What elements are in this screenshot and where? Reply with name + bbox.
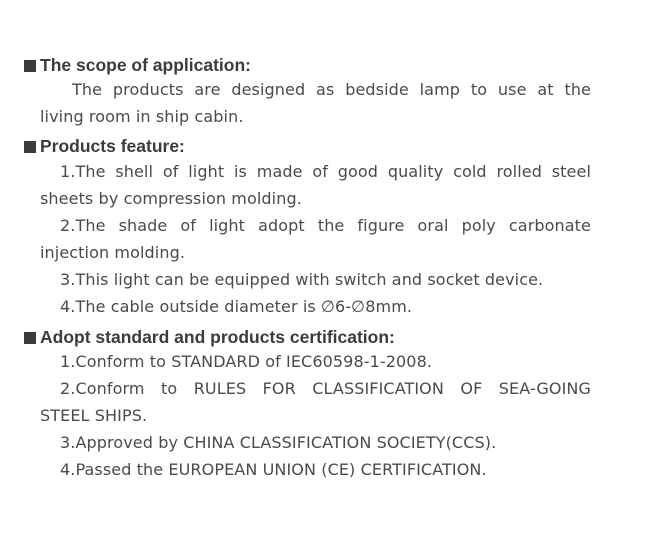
standard-item-1: 1.Conform to STANDARD of IEC60598-1-2008. (60, 352, 433, 371)
scope-text-line-2: living room in ship cabin. (40, 107, 244, 126)
feature-item-3: 3.This light can be equipped with switch and socket device. (60, 270, 544, 289)
square-bullet-icon (24, 141, 36, 153)
square-bullet-icon (24, 332, 36, 344)
standards-heading-text: Adopt standard and products certification: (40, 327, 395, 347)
feature-item-1-line-1: 1.The shell of light is made of good quality cold rolled steel (60, 162, 591, 181)
scope-heading-text: The scope of application: (40, 55, 251, 75)
features-heading (24, 136, 185, 156)
feature-item-2-line-1: 2.The shade of light adopt the figure oral poly carbonate (60, 216, 591, 235)
feature-item-1-line-2: sheets by compression molding. (40, 189, 302, 208)
feature-item-2-line-2: injection molding. (40, 243, 186, 262)
standards-heading (24, 327, 395, 347)
standard-item-4: 4.Passed the EUROPEAN UNION (CE) CERTIFICATION. (60, 460, 487, 479)
standard-item-3: 3.Approved by CHINA CLASSIFICATION SOCIETY(CCS). (60, 433, 497, 452)
standard-item-2-line-1: 2.Conform to RULES FOR CLASSIFICATION OF SEA-GOING (60, 379, 591, 398)
feature-item-4: 4.The cable outside diameter is ∅6-∅8mm. (60, 297, 413, 316)
scope-text-line-1: The products are designed as bedside lamp to use at the (72, 80, 591, 99)
scope-heading (24, 55, 251, 75)
standard-item-2-line-2: STEEL SHIPS. (40, 406, 148, 425)
features-heading-text: Products feature: (40, 136, 185, 156)
square-bullet-icon (24, 60, 36, 72)
